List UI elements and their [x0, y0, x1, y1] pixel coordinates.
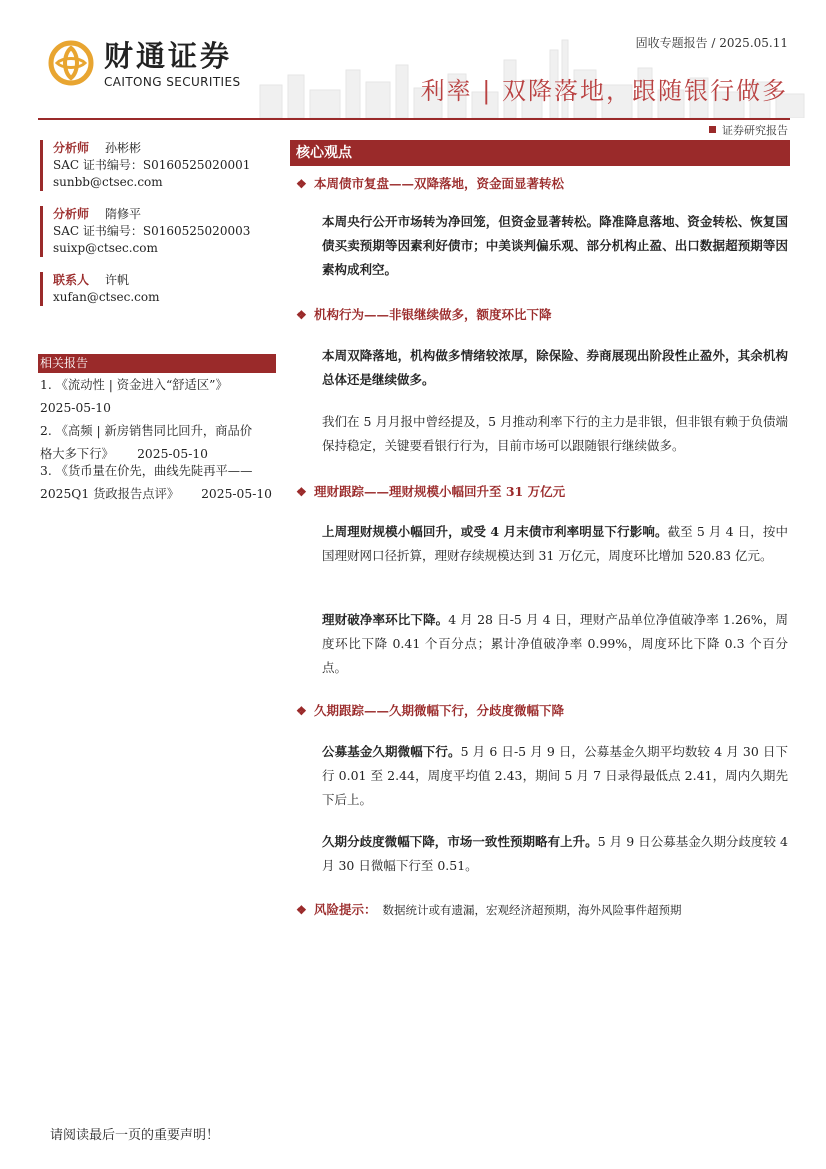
paragraph-text: 5 月 9 日公募基金久期分歧度较 4 月 30 日微幅下行至 0.51。	[322, 834, 788, 873]
header-divider	[38, 118, 790, 120]
section-heading-text: 久期跟踪——久期微幅下行，分歧度微幅下降	[314, 703, 565, 718]
related-report-title: 2. 《高频 | 新房销售同比回升，商品价	[40, 424, 253, 438]
contact-email[interactable]: xufan@ctsec.com	[53, 290, 160, 304]
analyst-role: 分析师	[53, 141, 90, 155]
paragraph	[322, 608, 788, 680]
paragraph-text: 截至 5 月 4 日，按中国理财网口径折算，理财存续规模达到 31 万亿元，周度环比增加 520.83 亿元。	[322, 524, 788, 563]
diamond-bullet-icon: ❖	[296, 704, 307, 718]
risk-text: 数据统计或有遗漏，宏观经济超预期，海外风险事件超预期	[382, 903, 682, 917]
paragraph	[322, 830, 788, 878]
section-heading-market-review	[296, 176, 564, 192]
report-type-label	[709, 124, 788, 138]
risk-heading: 风险提示：	[314, 902, 377, 917]
paragraph-text: 5 月 6 日-5 月 9 日，公募基金久期平均数较 4 月 30 日下行 0.01 至 2.44，周度平均值 2.43，期间 5 月 7 日录得最低点 2.41，周内久期先下后上。	[322, 744, 788, 807]
paragraph	[322, 520, 788, 568]
contact-block	[40, 272, 289, 306]
analyst-sac-number: SAC 证书编号：S0160525020001	[53, 158, 251, 172]
related-reports-header: 相关报告	[38, 354, 276, 373]
analyst-block-2	[40, 206, 289, 257]
section-heading-text: 理财跟踪——理财规模小幅回升至 31 万亿元	[314, 484, 566, 499]
report-category-date: 固收专题报告 / 2025.05.11	[635, 36, 788, 50]
related-report-date: 2025-05-10	[137, 447, 208, 461]
paragraph	[322, 344, 788, 392]
caitong-logo-icon	[48, 40, 94, 86]
paragraph-bold-lead: 理财破净率环比下降。	[322, 612, 449, 627]
section-heading-wealth-management	[296, 484, 565, 500]
related-report-title-cont: 格大多下行》	[40, 447, 114, 461]
square-bullet-icon	[709, 126, 716, 133]
paragraph	[322, 740, 788, 812]
diamond-bullet-icon: ❖	[296, 903, 307, 917]
section-heading-institution-behavior	[296, 307, 552, 323]
analyst-block-1	[40, 140, 289, 191]
logo-english-text: CAITONG SECURITIES	[104, 75, 241, 89]
related-report-item-3[interactable]	[40, 460, 278, 506]
paragraph-bold-lead: 久期分歧度微幅下降，市场一致性预期略有上升。	[322, 834, 598, 849]
contact-role: 联系人	[53, 273, 90, 287]
section-heading-duration	[296, 703, 564, 719]
analyst-sac-number: SAC 证书编号：S0160525020003	[53, 224, 251, 238]
paragraph-bold-lead: 本周双降落地，机构做多情绪较浓厚，除保险、券商展现出阶段性止盈外，其余机构总体还是继续做多。	[322, 348, 788, 387]
footer-disclaimer-note: 请阅读最后一页的重要声明！	[50, 1128, 220, 1143]
related-report-title-cont: 2025Q1 货政报告点评》	[40, 487, 180, 501]
diamond-bullet-icon: ❖	[296, 177, 307, 191]
paragraph-text: 4 月 28 日-5 月 4 日，理财产品单位净值破净率 1.26%，周度环比下降 0.41 个百分点；累计净值破净率 0.99%，周度环比下降 0.3 个百分点。	[322, 612, 788, 675]
paragraph-bold-lead: 上周理财规模小幅回升，或受 4 月末债市利率明显下行影响。	[322, 524, 668, 539]
paragraph-bold-lead: 公募基金久期微幅下行。	[322, 744, 461, 759]
paragraph-bold-lead: 本周央行公开市场转为净回笼，但资金显著转松。降准降息落地、资金转松、恢复国债买卖预期等因素利好债市；中美谈判偏乐观、部分机构止盈、出口数据超预期等因素构成利空。	[322, 214, 788, 277]
related-report-title: 3. 《货币量在价先，曲线先陡再平——	[40, 464, 253, 478]
diamond-bullet-icon: ❖	[296, 485, 307, 499]
core-views-header: 核心观点	[290, 140, 790, 166]
related-report-item-1[interactable]	[40, 374, 278, 420]
related-report-title: 1. 《流动性 | 资金进入“舒适区”》	[40, 378, 228, 392]
analyst-name: 隋修平	[105, 207, 142, 221]
paragraph	[322, 410, 788, 458]
section-heading-text: 本周债市复盘——双降落地，资金面显著转松	[314, 176, 565, 191]
analyst-name: 孙彬彬	[105, 141, 142, 155]
section-heading-text: 机构行为——非银继续做多，额度环比下降	[314, 307, 552, 322]
risk-warning	[296, 902, 682, 918]
analyst-email[interactable]: suixp@ctsec.com	[53, 241, 158, 255]
analyst-email[interactable]: sunbb@ctsec.com	[53, 175, 163, 189]
paragraph	[322, 210, 788, 282]
contact-name: 许帆	[105, 273, 130, 287]
logo-chinese-text: 财通证券	[104, 39, 233, 73]
report-type-text: 证券研究报告	[722, 124, 788, 137]
report-title: 利率 | 双降落地，跟随银行做多	[420, 77, 788, 105]
analyst-role: 分析师	[53, 207, 90, 221]
paragraph-text: 我们在 5 月月报中曾经提及，5 月推动利率下行的主力是非银，但非银有赖于负债端保持稳定，关键要看银行行为，目前市场可以跟随银行继续做多。	[322, 414, 788, 453]
related-report-date: 2025-05-10	[40, 401, 111, 415]
related-report-date: 2025-05-10	[201, 487, 272, 501]
diamond-bullet-icon: ❖	[296, 308, 307, 322]
